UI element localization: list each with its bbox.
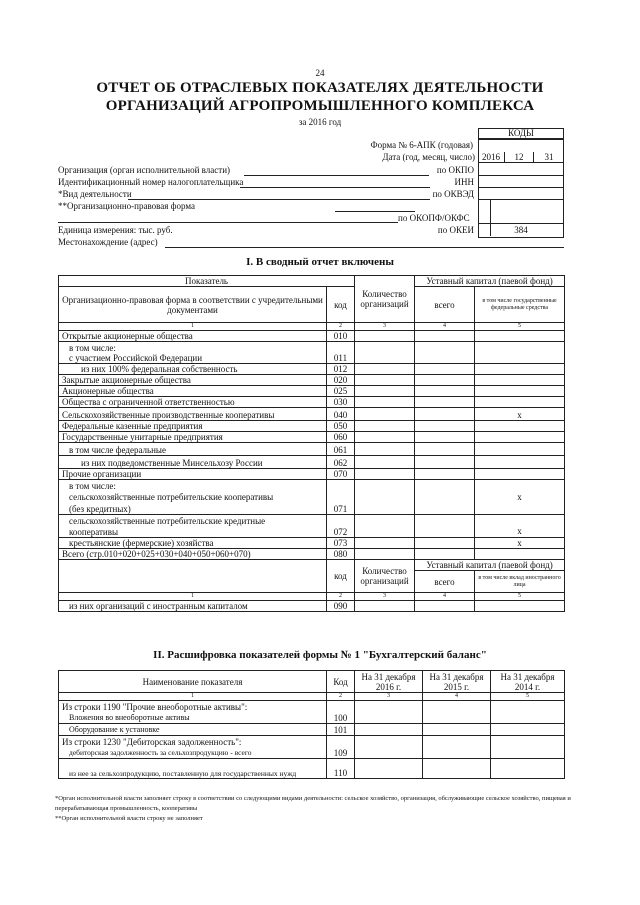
s2-h-d1: На 31 декабря 2016 г. bbox=[355, 671, 423, 693]
table-row: Государственные унитарные предприятия 060 bbox=[59, 432, 565, 443]
okopf-cell bbox=[478, 223, 564, 224]
inn-label: ИНН bbox=[454, 177, 474, 187]
s1-h2-total: всего bbox=[415, 571, 475, 593]
s1-colnums-row-2: 1 2 3 4 5 bbox=[59, 593, 565, 601]
okpo-cell bbox=[478, 175, 564, 176]
s1-h-state: в том числе государственные федеральные средства bbox=[475, 287, 565, 323]
form-label: Форма № 6-АПК (годовая) bbox=[370, 140, 473, 150]
s1-h-count: Количество организаций bbox=[355, 276, 415, 323]
table-row: Из строки 1190 "Прочие внеоборотные активы": bbox=[59, 701, 565, 712]
s1-h2-count: Количество организаций bbox=[355, 560, 415, 593]
table-row: в том числе: bbox=[59, 342, 565, 353]
table-row: Акционерные общества 025 bbox=[59, 386, 565, 397]
table-row: из нее за сельхозпродукцию, поставленную для государственных нужд 110 bbox=[59, 759, 565, 779]
report-title-line1: ОТЧЕТ ОБ ОТРАСЛЕВЫХ ПОКАЗАТЕЛЯХ ДЕЯТЕЛЬНОСТИ bbox=[96, 80, 544, 96]
table-row: с участием Российской Федерации 011 bbox=[59, 353, 565, 364]
report-period: за 2016 год bbox=[298, 117, 342, 127]
s1-h-total: всего bbox=[415, 287, 475, 323]
table-row: сельскохозяйственные потребительские кооперативы x bbox=[59, 491, 565, 502]
okopf-label: по ОКОПФ/ОКФС bbox=[398, 213, 470, 223]
table-row: из них подведомственные Минсельхозу России 062 bbox=[59, 456, 565, 469]
table-row: Общества с ограниченной ответственностью 030 bbox=[59, 397, 565, 408]
s1-colnums-row: 1 2 3 4 5 bbox=[59, 323, 565, 331]
table-row: Закрытые акционерные общества 020 bbox=[59, 375, 565, 386]
table-row: Федеральные казенные предприятия 050 bbox=[59, 421, 565, 432]
unit-label: Единица измерения: тыс. руб. bbox=[58, 225, 173, 235]
section2-table bbox=[58, 670, 565, 779]
table-row: крестьянские (фермерские) хозяйства 073 x bbox=[59, 538, 565, 549]
location-field[interactable] bbox=[165, 247, 564, 248]
org-field[interactable] bbox=[244, 175, 429, 176]
date-year: 2016 bbox=[478, 152, 505, 163]
date-day: 31 bbox=[534, 152, 564, 163]
okei-label: по ОКЕИ bbox=[437, 225, 474, 235]
s2-h-name: Наименование показателя bbox=[59, 671, 327, 693]
section1-title: I. В сводный отчет включены bbox=[246, 256, 394, 268]
date-label: Дата (год, месяц, число) bbox=[382, 152, 475, 162]
section2-title: II. Расшифровка показателей формы № 1 "Бухгалтерский баланс" bbox=[153, 649, 487, 661]
inn-text: Идентификационный номер налогоплательщика bbox=[58, 177, 244, 187]
table-row: Всего (стр.010+020+025+030+040+050+060+070) 080 bbox=[59, 549, 565, 560]
okpo-label: по ОКПО bbox=[436, 165, 474, 175]
inn-field[interactable] bbox=[240, 187, 430, 188]
s1-h2-foreign: в том числе вклад иностранного лица bbox=[475, 571, 565, 593]
table-row: Оборудование к установке 101 bbox=[59, 724, 565, 736]
inn-cell bbox=[478, 187, 564, 188]
s1-h-orgform: Организационно-правовая форма в соответствии с учредительными документами bbox=[59, 287, 327, 323]
okei-code: 384 bbox=[514, 225, 528, 235]
section1-table bbox=[58, 275, 565, 612]
table-row: Вложения во внеоборотные активы 100 bbox=[59, 712, 565, 724]
s2-h-d2: На 31 декабря 2015 г. bbox=[423, 671, 491, 693]
org-label: Организация (орган исполнительной власти) bbox=[58, 165, 231, 175]
activity-field[interactable] bbox=[128, 199, 430, 200]
table-row: Открытые акционерные общества 010 bbox=[59, 331, 565, 342]
legal-form-field-2[interactable] bbox=[58, 222, 398, 223]
s1-h2-capital: Уставный капитал (паевой фонд) bbox=[415, 560, 565, 571]
s1-h-capital: Уставный капитал (паевой фонд) bbox=[415, 276, 565, 287]
s2-h-code: Код bbox=[327, 671, 355, 693]
date-month: 12 bbox=[505, 152, 534, 163]
footnote-1: *Орган исполнительной власти заполняет строку в соответствии со следующими видами деятельности: сельское хозяйство, организация, обслуживающие сельское хозяйство, пищевая и перерабатывающая промышленность, кооперативы bbox=[55, 795, 571, 812]
table-row: в том числе: bbox=[59, 480, 565, 491]
s1-h2-code: код bbox=[327, 560, 355, 593]
table-row: сельскохозяйственные потребительские кредитные bbox=[59, 515, 565, 526]
table-row: (без кредитных) 071 bbox=[59, 502, 565, 515]
table-row: Прочие организации 070 bbox=[59, 469, 565, 480]
s1-h-indicator: Показатель bbox=[59, 276, 355, 287]
table-row: Из строки 1230 "Дебиторская задолженность": bbox=[59, 736, 565, 747]
s2-h-d3: На 31 декабря 2014 г. bbox=[491, 671, 565, 693]
table-row: кооперативы 072 x bbox=[59, 526, 565, 538]
okved-label: по ОКВЭД bbox=[432, 189, 474, 199]
location-label: Местонахождение (адрес) bbox=[58, 237, 158, 247]
s1-h-code: код bbox=[327, 287, 355, 323]
table-row: из них 100% федеральная собственность 012 bbox=[59, 364, 565, 375]
legal-form-field[interactable] bbox=[335, 211, 415, 212]
activity-label: *Вид деятельности bbox=[58, 189, 132, 199]
legal-form-label: **Организационно-правовая форма bbox=[58, 201, 195, 211]
codes-label: КОДЫ bbox=[478, 128, 564, 139]
table-row: дебиторская задолженность за сельхозпродукцию - всего 109 bbox=[59, 747, 565, 759]
codes-divider bbox=[478, 139, 564, 140]
table-row: Сельскохозяйственные производственные кооперативы 040 x bbox=[59, 408, 565, 421]
table-row: в том числе федеральные 061 bbox=[59, 443, 565, 456]
s2-colnums-row: 1 2 3 4 5 bbox=[59, 693, 565, 701]
report-title-line2: ОРГАНИЗАЦИЙ АГРОПРОМЫШЛЕННОГО КОМПЛЕКСА bbox=[105, 98, 535, 114]
footnote-2: **Орган исполнительной власти строку не заполняет bbox=[55, 815, 203, 822]
page-number: 24 bbox=[315, 68, 325, 78]
table-row: из них организаций с иностранным капиталом 090 bbox=[59, 601, 565, 612]
